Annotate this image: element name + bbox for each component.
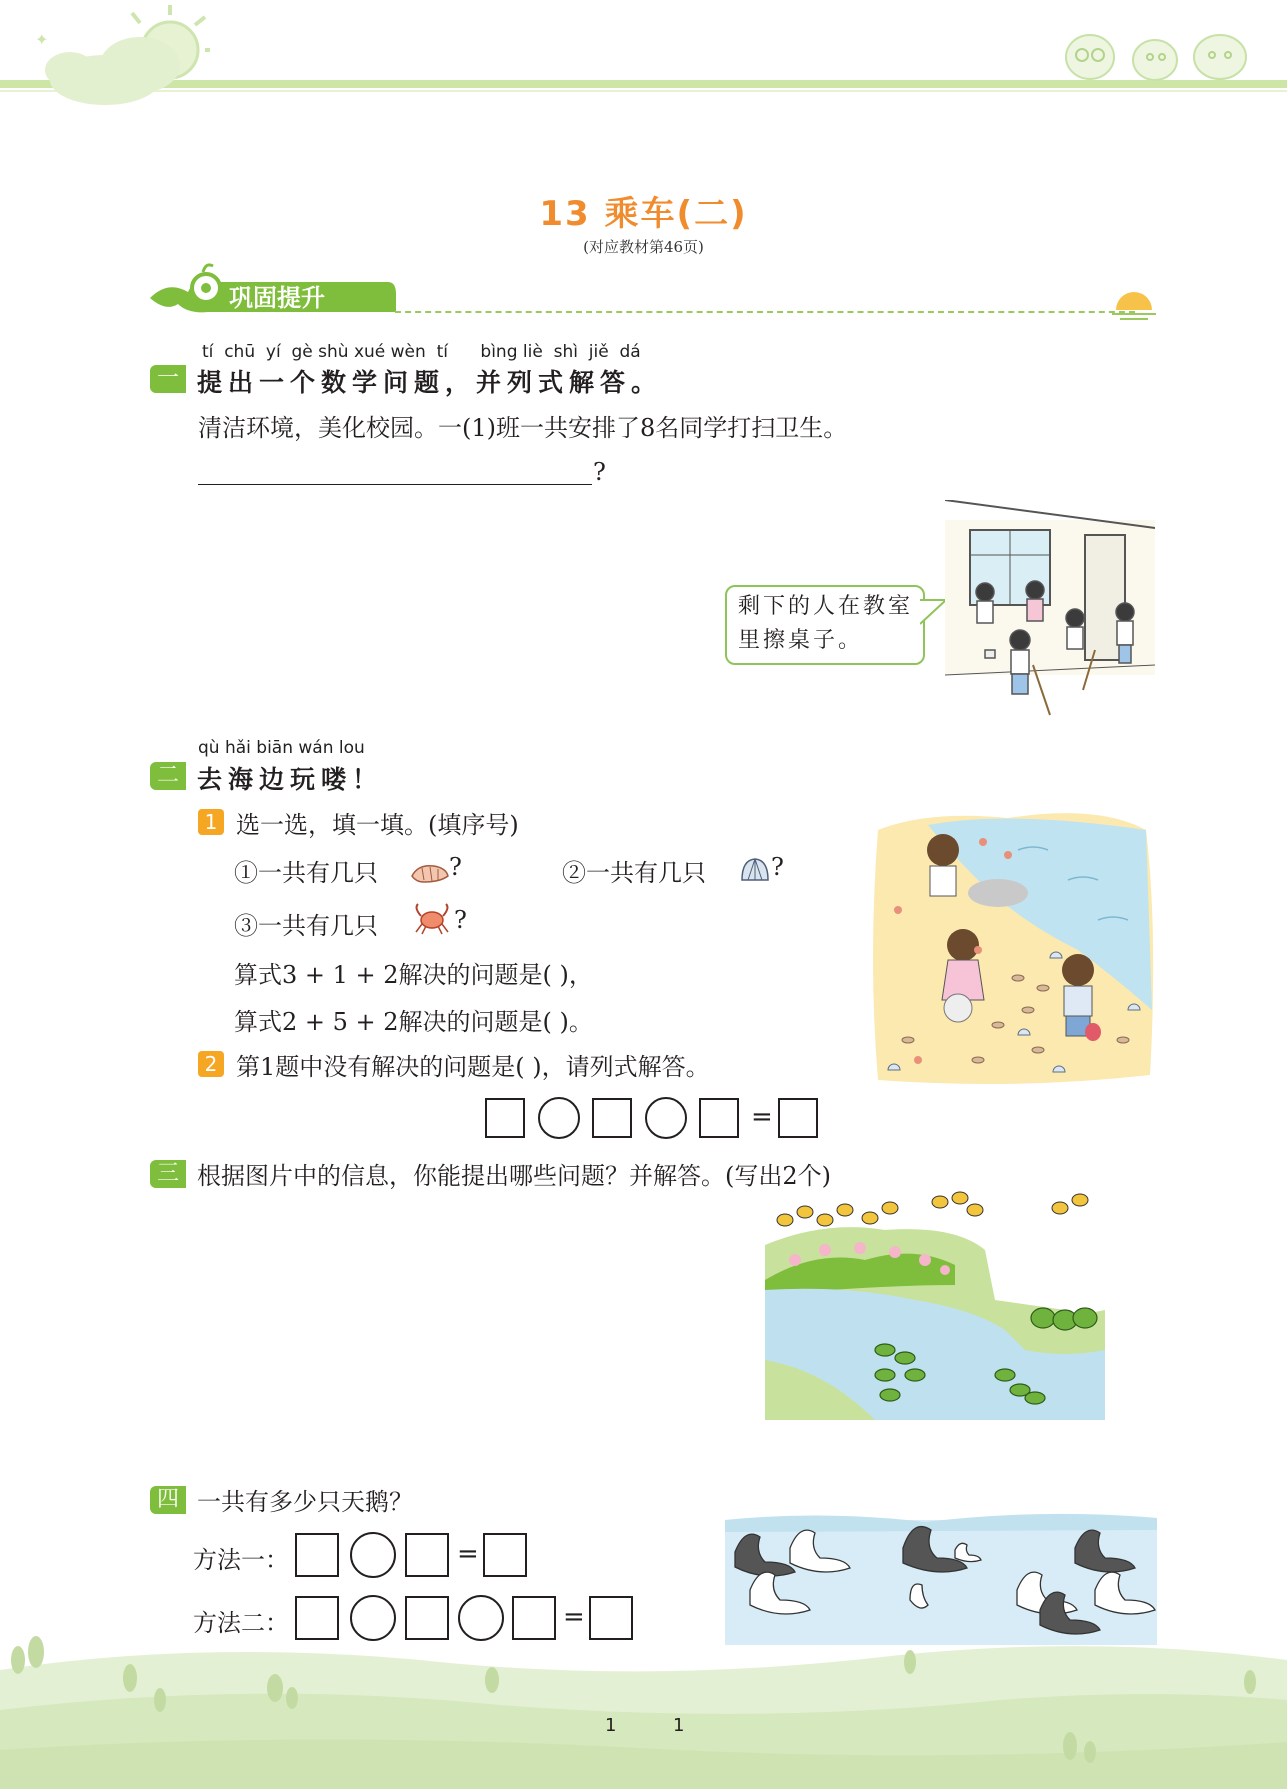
q1-heading: 提出一个数学问题，并列式解答。 [197, 368, 663, 397]
method-2-label: 方法二： [193, 1609, 289, 1637]
pond-frogs-bees-illustration [765, 1190, 1105, 1430]
q3-text: 根据图片中的信息，你能提出哪些问题？并解答。(写出2个) [197, 1162, 831, 1190]
q2-option-2-end: ? [771, 853, 784, 881]
classroom-cleaning-illustration [945, 500, 1155, 730]
q1-question-mark: ? [593, 458, 606, 486]
q2-option-1-end: ? [449, 853, 462, 881]
animal-faces-decoration-icon [1060, 25, 1260, 85]
answer-box[interactable] [592, 1098, 632, 1138]
q2-part2-text: 第1题中没有解决的问题是( )，请列式解答。 [236, 1053, 710, 1081]
answer-box[interactable] [405, 1533, 449, 1577]
page-title: 13 乘车(二) [539, 194, 748, 234]
q3-badge: 三 [150, 1160, 186, 1188]
q2-option-3: ③一共有几只 [234, 912, 378, 940]
method-1-label: 方法一： [193, 1546, 289, 1574]
speech-bubble-text: 剩下的人在教室里擦桌子。 [738, 594, 914, 653]
page-number-left: 1 [605, 1715, 617, 1736]
page-number-right: 1 [673, 1715, 685, 1736]
section-label: 巩固提升 [229, 284, 325, 312]
footer-hills-decoration [0, 1630, 1287, 1789]
conch-shell-icon [410, 862, 450, 884]
q1-answer-line[interactable] [198, 484, 592, 485]
q1-text: 清洁环境，美化校园。一(1)班一共安排了8名同学打扫卫生。 [198, 414, 848, 442]
answer-box[interactable] [699, 1098, 739, 1138]
q4-text: 一共有多少只天鹅？ [197, 1488, 413, 1516]
equals-sign: = [457, 1539, 479, 1569]
q1-badge: 一 [150, 365, 186, 393]
answer-box[interactable] [778, 1098, 818, 1138]
answer-box[interactable] [485, 1098, 525, 1138]
q2-formula-line-2: 算式2 + 5 + 2解决的问题是( )。 [234, 1008, 593, 1036]
operator-circle[interactable] [645, 1097, 687, 1139]
sun-cloud-decoration-icon [20, 5, 210, 110]
scallop-shell-icon [738, 856, 772, 884]
q4-badge: 四 [150, 1486, 186, 1514]
q2-badge: 二 [150, 762, 186, 790]
crab-icon [410, 900, 454, 936]
sunset-icon [1110, 288, 1160, 328]
operator-circle[interactable] [350, 1532, 396, 1578]
equals-sign: = [563, 1602, 585, 1632]
q1-pinyin: tí chū yí gè shù xué wèn tí bìng liè shì jiě dá [202, 342, 641, 362]
page-subtitle: (对应教材第46页) [583, 238, 704, 256]
svg-text:✦: ✦ [35, 30, 49, 49]
operator-circle[interactable] [538, 1097, 580, 1139]
q2-option-1: ①一共有几只 [234, 859, 378, 887]
q2-option-2: ②一共有几只 [562, 859, 706, 887]
swans-illustration [725, 1490, 1157, 1645]
q2-pinyin: qù hǎi biān wán lou [198, 738, 365, 758]
equals-sign: = [751, 1102, 773, 1132]
q2-part1-badge: 1 [198, 809, 224, 835]
q2-part2-badge: 2 [198, 1051, 224, 1077]
answer-box[interactable] [483, 1533, 527, 1577]
answer-box[interactable] [295, 1533, 339, 1577]
q2-option-3-end: ? [454, 906, 467, 934]
q2-part1-text: 选一选，填一填。(填序号) [236, 811, 519, 839]
beach-illustration [868, 810, 1158, 1090]
q2-formula-line-1: 算式3 + 1 + 2解决的问题是( )， [234, 961, 593, 989]
q2-heading: 去海边玩喽！ [197, 765, 384, 794]
section-dashed-rule [395, 311, 1135, 313]
